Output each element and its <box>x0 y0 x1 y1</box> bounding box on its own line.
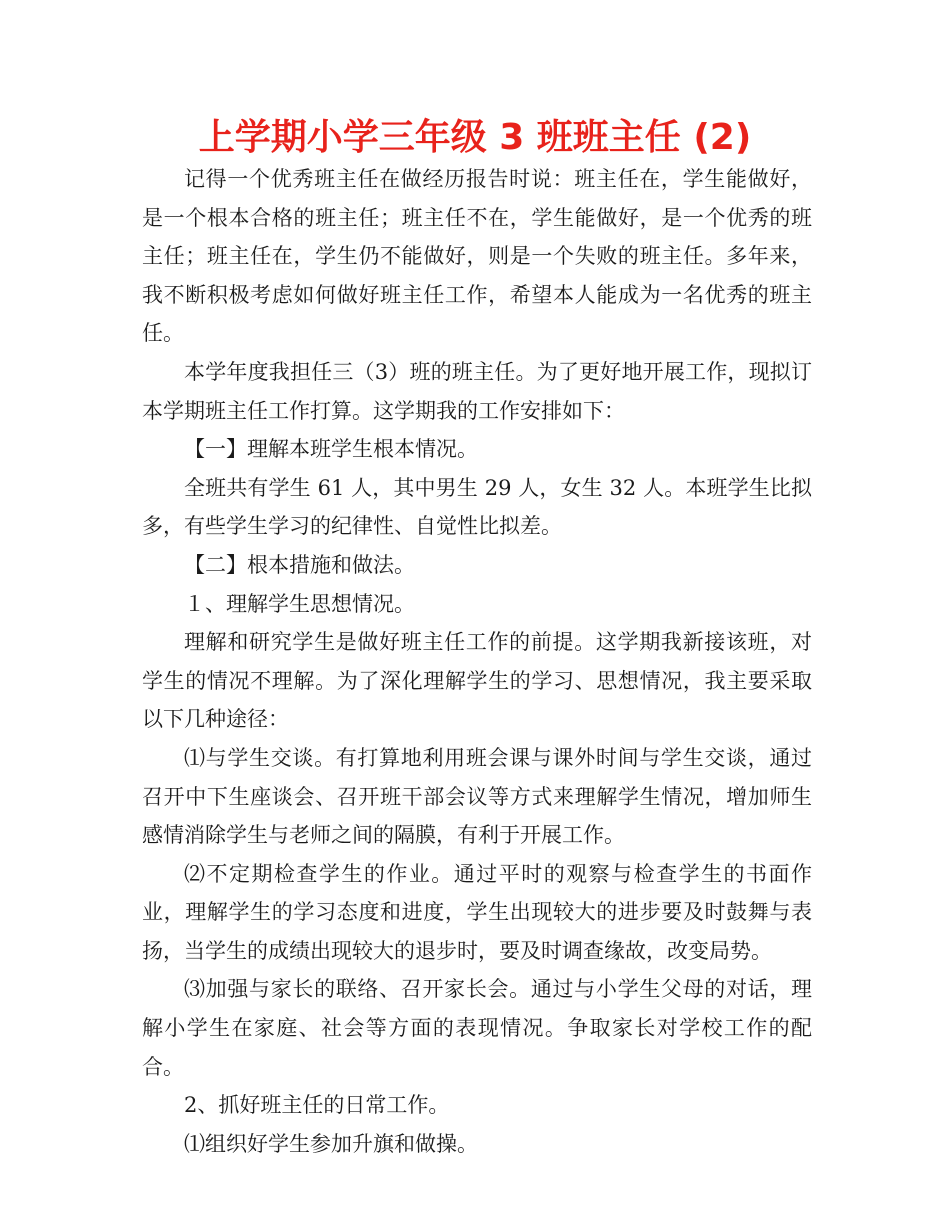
paragraph-method-1: ⑴与学生交谈。有打算地利用班会课与课外时间与学生交谈，通过召开中下生座谈会、召开班干部会议等方式来理解学生情况，增加师生感情消除学生与老师之间的隔膜，有利于开展工作。 <box>142 745 812 848</box>
paragraph-daily-1: ⑴组织好学生参加升旗和做操。 <box>184 1131 478 1156</box>
heading-item-1: １、理解学生思想情况。 <box>184 591 415 616</box>
paragraph-method-2: ⑵不定期检查学生的作业。通过平时的观察与检查学生的书面作业，理解学生的学习态度和进度，学生出现较大的进步要及时鼓舞与表扬，当学生的成绩出现较大的退步时，要及时调查缘故，改变局势。 <box>142 861 812 963</box>
paragraph-class-stats: 全班共有学生 61 人，其中男生 29 人，女生 32 人。本班学生比拟多，有些学生学习的纪律性、自觉性比拟差。 <box>142 475 812 539</box>
heading-section-1: 【一】理解本班学生根本情况。 <box>184 437 478 462</box>
document-title: 上学期小学三年级 3 班班主任 (2) <box>198 117 752 158</box>
heading-section-2: 【二】根本措施和做法。 <box>184 552 415 577</box>
paragraph-understanding: 理解和研究学生是做好班主任工作的前提。这学期我新接该班，对学生的情况不理解。为了深化理解学生的学习、思想情况，我主要采取以下几种途径： <box>142 630 812 732</box>
heading-item-2: 2、抓好班主任的日常工作。 <box>184 1093 450 1118</box>
paragraph-intro: 记得一个优秀班主任在做经历报告时说：班主任在，学生能做好，是一个根本合格的班主任；班主任不在，学生能做好，是一个优秀的班主任；班主任在，学生仍不能做好，则是一个失败的班主任。多年来，我不断积极考虑如何做好班主任工作，希望本人能成为一名优秀的班主任。 <box>142 167 812 346</box>
paragraph-method-3: ⑶加强与家长的联络、召开家长会。通过与小学生父母的对话，理解小学生在家庭、社会等方面的表现情况。争取家长对学校工作的配合。 <box>142 977 812 1079</box>
document-body <box>142 160 812 1163</box>
paragraph-plan: 本学年度我担任三（3）班的班主任。为了更好地开展工作，现拟订本学期班主任工作打算。这学期我的工作安排如下： <box>142 359 812 423</box>
